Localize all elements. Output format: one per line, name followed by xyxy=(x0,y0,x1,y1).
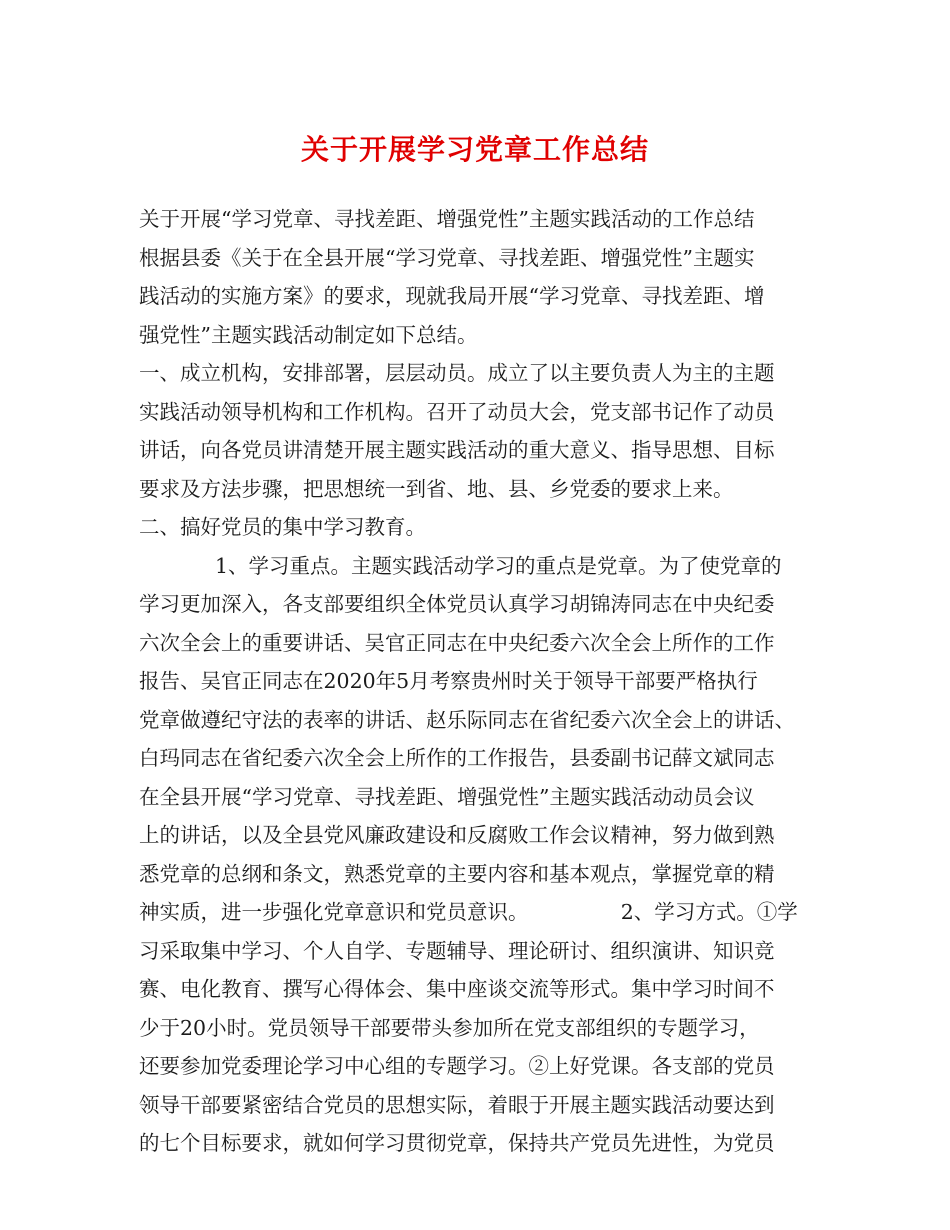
paragraph-line: 上的讲话，以及全县党风廉政建设和反腐败工作会议精神，努力做到熟 xyxy=(139,823,775,847)
paragraph-line: 践活动的实施方案》的要求，现就我局开展“学习党章、寻找差距、增 xyxy=(139,284,765,308)
paragraph-line: 习采取集中学习、个人自学、专题辅导、理论研讨、组织演讲、知识竞 xyxy=(139,938,775,963)
paragraph-line: 实践活动领导机构和工作机构。召开了动员大会，党支部书记作了动员 xyxy=(139,399,775,424)
paragraph-line: 在全县开展“学习党章、寻找差距、增强党性”主题实践活动动员会议 xyxy=(139,784,755,809)
paragraph-line: 白玛同志在省纪委六次全会上所作的工作报告，县委副书记薛文斌同志 xyxy=(139,746,775,770)
paragraph-line: 关于开展“学习党章、寻找差距、增强党性”主题实践活动的工作总结 xyxy=(139,207,755,231)
paragraph-line: 神实质，进一步强化党章意识和党员意识。 2、学习方式。①学 xyxy=(139,900,798,924)
subsection-one-line: 1、学习重点。主题实践活动学习的重点是党章。为了使党章的 xyxy=(215,553,782,578)
paragraph-line: 的七个目标要求，就如何学习贯彻党章，保持共产党员先进性，为党员 xyxy=(139,1131,775,1155)
paragraph-line: 少于20小时。党员领导干部要带头参加所在党支部组织的专题学习， xyxy=(139,1015,760,1040)
paragraph-line: 领导干部要紧密结合党员的思想实际，着眼于开展主题实践活动要达到 xyxy=(139,1092,775,1117)
paragraph-line: 悉党章的总纲和条文，熟悉党章的主要内容和基本观点，掌握党章的精 xyxy=(139,861,775,886)
paragraph-line: 六次全会上的重要讲话、吴官正同志在中央纪委六次全会上所作的工作 xyxy=(139,630,775,655)
paragraph-line: 要求及方法步骤，把思想统一到省、地、县、乡党委的要求上来。 xyxy=(139,476,734,501)
paragraph-line: 强党性”主题实践活动制定如下总结。 xyxy=(139,322,478,347)
paragraph-line: 还要参加党委理论学习中心组的专题学习。②上好党课。各支部的党员 xyxy=(139,1054,775,1078)
paragraph-line: 学习更加深入，各支部要组织全体党员认真学习胡锦涛同志在中央纪委 xyxy=(139,592,775,616)
document-title: 关于开展学习党章工作总结 xyxy=(300,133,649,166)
paragraph-line: 赛、电化教育、撰写心得体会、集中座谈交流等形式。集中学习时间不 xyxy=(139,977,775,1001)
paragraph-line: 党章做遵纪守法的表率的讲话、赵乐际同志在省纪委六次全会上的讲话、 xyxy=(139,707,795,732)
section-two-heading: 二、搞好党员的集中学习教育。 xyxy=(139,515,426,539)
paragraph-line: 报告、吴官正同志在2020年5月考察贵州时关于领导干部要严格执行 xyxy=(139,669,758,693)
paragraph-line: 根据县委《关于在全县开展“学习党章、寻找差距、增强党性”主题实 xyxy=(139,245,755,270)
paragraph-line: 讲话，向各党员讲清楚开展主题实践活动的重大意义、指导思想、目标 xyxy=(139,438,775,462)
section-one-line: 一、成立机构，安排部署，层层动员。成立了以主要负责人为主的主题 xyxy=(139,361,775,385)
document-body xyxy=(139,200,811,1163)
